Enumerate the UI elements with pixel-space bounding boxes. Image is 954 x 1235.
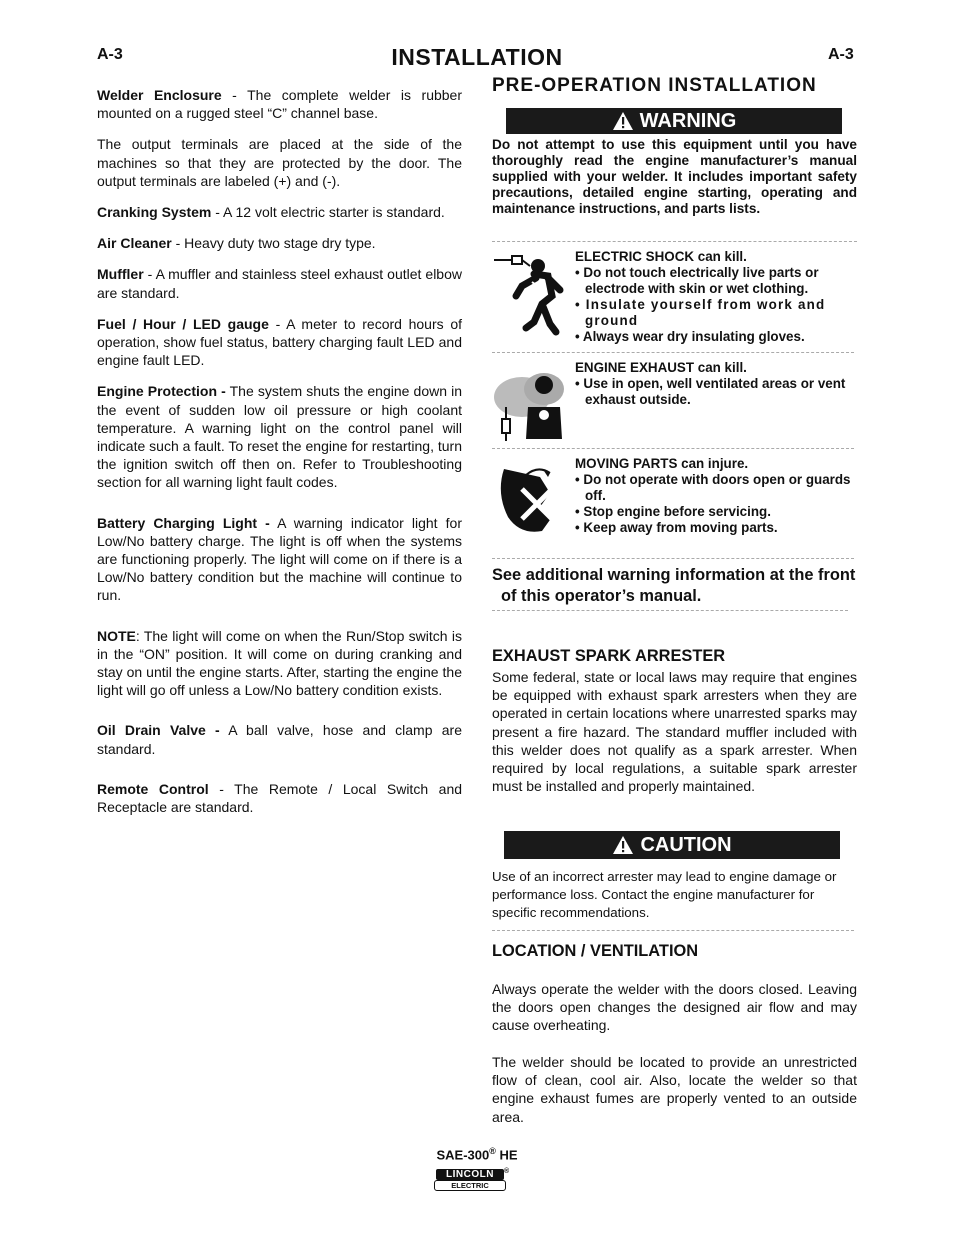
hazard-title: MOVING PARTS can injure.	[575, 456, 749, 471]
engine-exhaust-icon	[492, 362, 568, 452]
paragraph-engine-protection: Engine Protection - The system shuts the engine down in the event of sudden low oil pressure or high coolant temperature. A warning light on the control panel will indicate such a fault. To reset the engine for restarting, turn the ignition switch off then on. Refer to Troubleshooting section for all warning light fault codes.	[97, 383, 462, 491]
divider	[492, 558, 854, 559]
lincoln-electric-logo: LINCOLN ® ELECTRIC	[434, 1169, 520, 1191]
divider	[492, 448, 854, 449]
paragraph-oil-drain-valve: Oil Drain Valve - A ball valve, hose and clamp are standard.	[97, 722, 462, 757]
caution-text: Use of an incorrect arrester may lead to engine damage or performance loss. Contact the engine manufacturer for specific recommendations.	[492, 869, 837, 920]
left-column	[97, 86, 462, 829]
hazard-item: • Keep away from moving parts.	[575, 520, 778, 535]
paragraph-welder-enclosure: Welder Enclosure - The complete welder is rubber mounted on a rugged steel “C” channel base.	[97, 87, 462, 122]
hazard-item: • Stop engine before servicing.	[575, 504, 771, 519]
hazard-item: • Do not touch electrically live parts or electrode with skin or wet clothing.	[575, 265, 819, 296]
caution-label: CAUTION	[640, 833, 732, 856]
spark-arrester-text: Some federal, state or local laws may require that engines be equipped with exhaust spark arresters when they are operated in certain locations where unarrested sparks may present a fire hazard. The standard muffler included with this welder does not qualify as a spark arrester. When required by local regulations, a suitable spark arrester must be installed and properly maintained.	[492, 669, 857, 795]
warning-banner	[506, 108, 842, 134]
hazard-title: ELECTRIC SHOCK can kill.	[575, 249, 747, 264]
page-number-left: A-3	[97, 46, 123, 63]
divider	[492, 930, 854, 931]
location-paragraph-2: The welder should be located to provide an unrestricted flow of clean, cool air. Also, locate the welder so that engine exhaust fumes are properly vented to an outside area.	[492, 1054, 857, 1125]
warning-triangle-icon	[612, 111, 634, 131]
paragraph-air-cleaner: Air Cleaner - Heavy duty two stage dry type.	[97, 235, 376, 252]
page-title: INSTALLATION	[391, 44, 563, 70]
section-title-pre-operation: PRE-OPERATION INSTALLATION	[492, 75, 817, 96]
hazard-item: • Insulate yourself from work and ground	[575, 297, 826, 328]
divider	[492, 352, 854, 353]
divider	[492, 241, 857, 242]
warning-intro-text: Do not attempt to use this equipment until you have thoroughly read the engine manufacturer’s manual supplied with your welder. It includes important safety precautions, detailed engine starting, operating and maintenance instructions, and parts lists.	[492, 137, 857, 216]
caution-triangle-icon	[612, 835, 634, 855]
moving-parts-icon	[492, 458, 568, 548]
caution-banner	[504, 831, 840, 859]
location-ventilation-title: LOCATION / VENTILATION	[492, 942, 699, 960]
page-number-right: A-3	[828, 46, 854, 63]
see-additional-warning: See additional warning information at the front of this operator’s manual.	[492, 566, 856, 605]
paragraph-note: NOTE: The light will come on when the Run/Stop switch is in the “ON” position. It will come on during cranking and stay on until the engine starts. After, starting the engine the light will go off unless a Low/No battery condition exists.	[97, 627, 462, 699]
electric-shock-icon	[492, 252, 568, 342]
hazard-item: • Use in open, well ventilated areas or vent exhaust outside.	[575, 376, 846, 407]
hazard-moving-parts	[575, 456, 857, 536]
spark-arrester-title: EXHAUST SPARK ARRESTER	[492, 647, 726, 665]
hazard-electric-shock	[575, 249, 857, 345]
paragraph-battery-charging-light: Battery Charging Light - A warning indicator light for Low/No battery charge. The light is off when the systems are functioning properly. The light will come on if there is a Low/No battery condition but the machine will continue to run.	[97, 514, 462, 604]
paragraph-output-terminals: The output terminals are placed at the side of the machines so that they are protected by the door. The output terminals are labeled (+) and (-).	[97, 136, 462, 189]
divider	[492, 610, 848, 611]
paragraph-cranking-system: Cranking System - A 12 volt electric starter is standard.	[97, 204, 445, 221]
hazard-item: • Do not operate with doors open or guards off.	[575, 472, 851, 503]
hazard-item: • Always wear dry insulating gloves.	[575, 329, 805, 344]
hazard-title: ENGINE EXHAUST can kill.	[575, 360, 747, 375]
model-name: SAE-300® HE	[436, 1146, 518, 1163]
location-paragraph-1: Always operate the welder with the doors closed. Leaving the doors open changes the designed air flow and may cause overheating.	[492, 981, 857, 1034]
paragraph-muffler: Muffler - A muffler and stainless steel exhaust outlet elbow are standard.	[97, 266, 462, 301]
hazard-engine-exhaust	[575, 360, 857, 408]
paragraph-remote-control: Remote Control - The Remote / Local Switch and Receptacle are standard.	[97, 780, 463, 816]
warning-label: WARNING	[639, 109, 737, 132]
paragraph-fuel-gauge: Fuel / Hour / LED gauge - A meter to record hours of operation, show fuel status, battery charging fault LED and engine fault LED.	[97, 315, 462, 369]
